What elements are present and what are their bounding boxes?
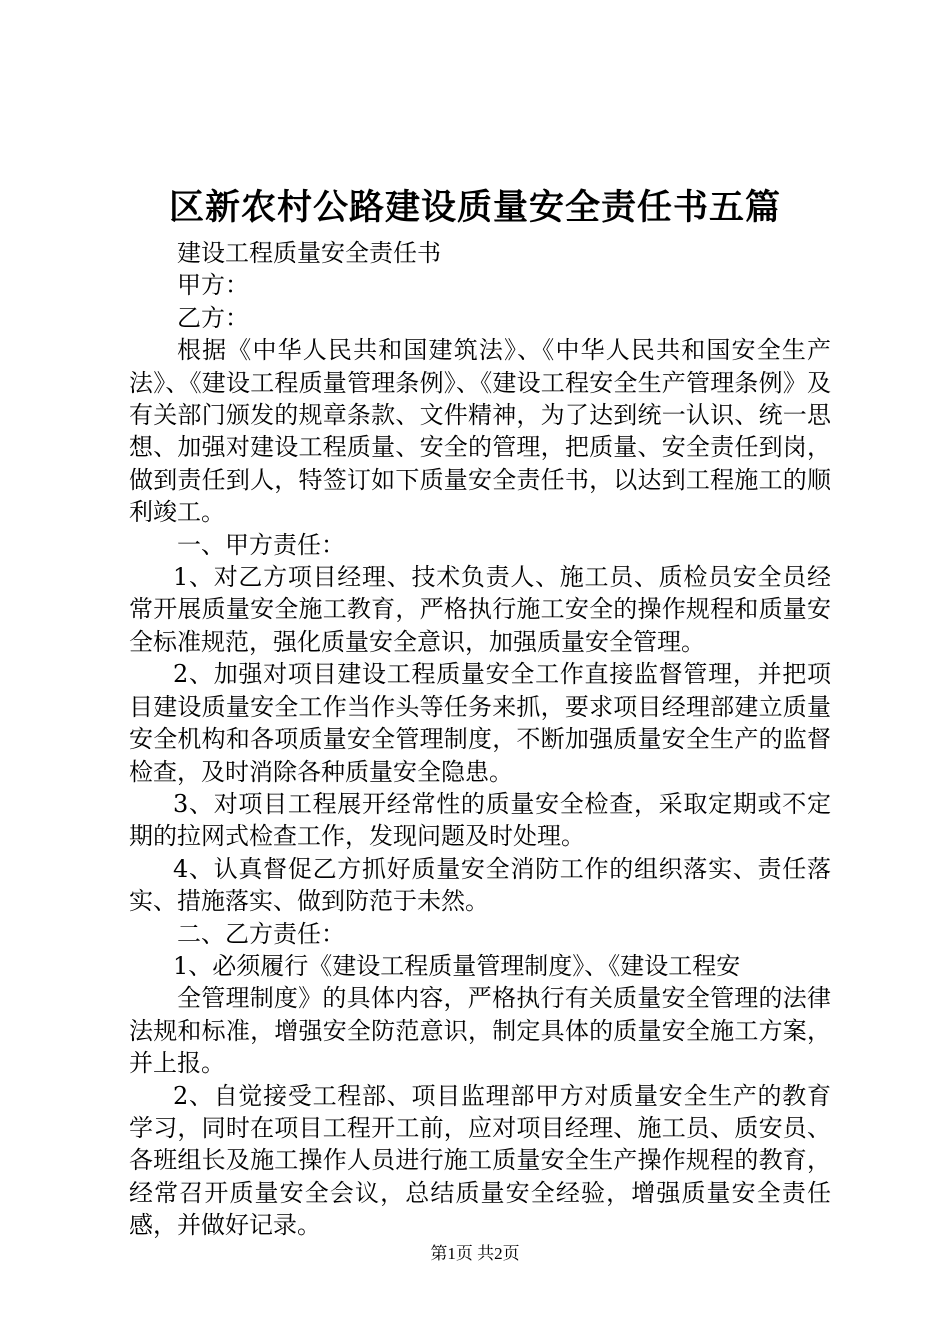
paragraph-party-b: 乙方： [177, 303, 249, 332]
heading-party-b-duties: 二、乙方责任： [177, 919, 345, 948]
paragraph-party-b-item-1-cont: 全管理制度》的具体内容，严格执行有关质量安全管理的法律法规和标准，增强安全防范意识，制定具体的质量安全施工方案，并上报。 [129, 984, 831, 1078]
paragraph-party-b-item-1: 1、必须履行《建设工程质量管理制度》、《建设工程安 [173, 951, 741, 980]
paragraph-preamble: 根据《中华人民共和国建筑法》、《中华人民共和国安全生产法》、《建设工程质量管理条例》、《建设工程安全生产管理条例》及有关部门颁发的规章条款、文件精神，为了达到统一认识、统一思想、加强对建设工程质量、安全的管理，把质量、安全责任到岗，做到责任到人，特签订如下质量安全责任书，以达到工程施工的顺利竣工。 [129, 336, 831, 527]
paragraph-party-a: 甲方： [177, 271, 249, 300]
paragraph-party-a-item-1: 1、对乙方项目经理、技术负责人、施工员、质检员安全员经常开展质量安全施工教育，严格执行施工安全的操作规程和质量安全标准规范，强化质量安全意识，加强质量安全管理。 [129, 563, 831, 656]
paragraph-party-a-item-2: 2、加强对项目建设工程质量安全工作直接监督管理，并把项目建设质量安全工作当作头等任务来抓，要求项目经理部建立质量安全机构和各项质量安全管理制度，不断加强质量安全生产的监督检查，及时消除各种质量安全隐患。 [129, 660, 831, 786]
paragraph-party-a-item-4: 4、认真督促乙方抓好质量安全消防工作的组织落实、责任落实、措施落实、做到防范于未然。 [129, 854, 831, 916]
document-body [129, 237, 831, 1242]
paragraph-party-a-item-3: 3、对项目工程展开经常性的质量安全检查，采取定期或不定期的拉网式检查工作，发现问题及时处理。 [129, 789, 831, 851]
page-footer: 第1页 共2页 [430, 1244, 520, 1263]
heading-party-a-duties: 一、甲方责任： [177, 530, 345, 559]
paragraph-subtitle: 建设工程质量安全责任书 [177, 239, 441, 267]
document-title: 区新农村公路建设质量安全责任书五篇 [168, 187, 781, 228]
paragraph-party-b-item-2: 2、自觉接受工程部、项目监理部甲方对质量安全生产的教育学习，同时在项目工程开工前，应对项目经理、施工员、质安员、各班组长及施工操作人员进行施工质量安全生产操作规程的教育，经常召开质量安全会议，总结质量安全经验，增强质量安全责任感，并做好记录。 [129, 1081, 831, 1240]
